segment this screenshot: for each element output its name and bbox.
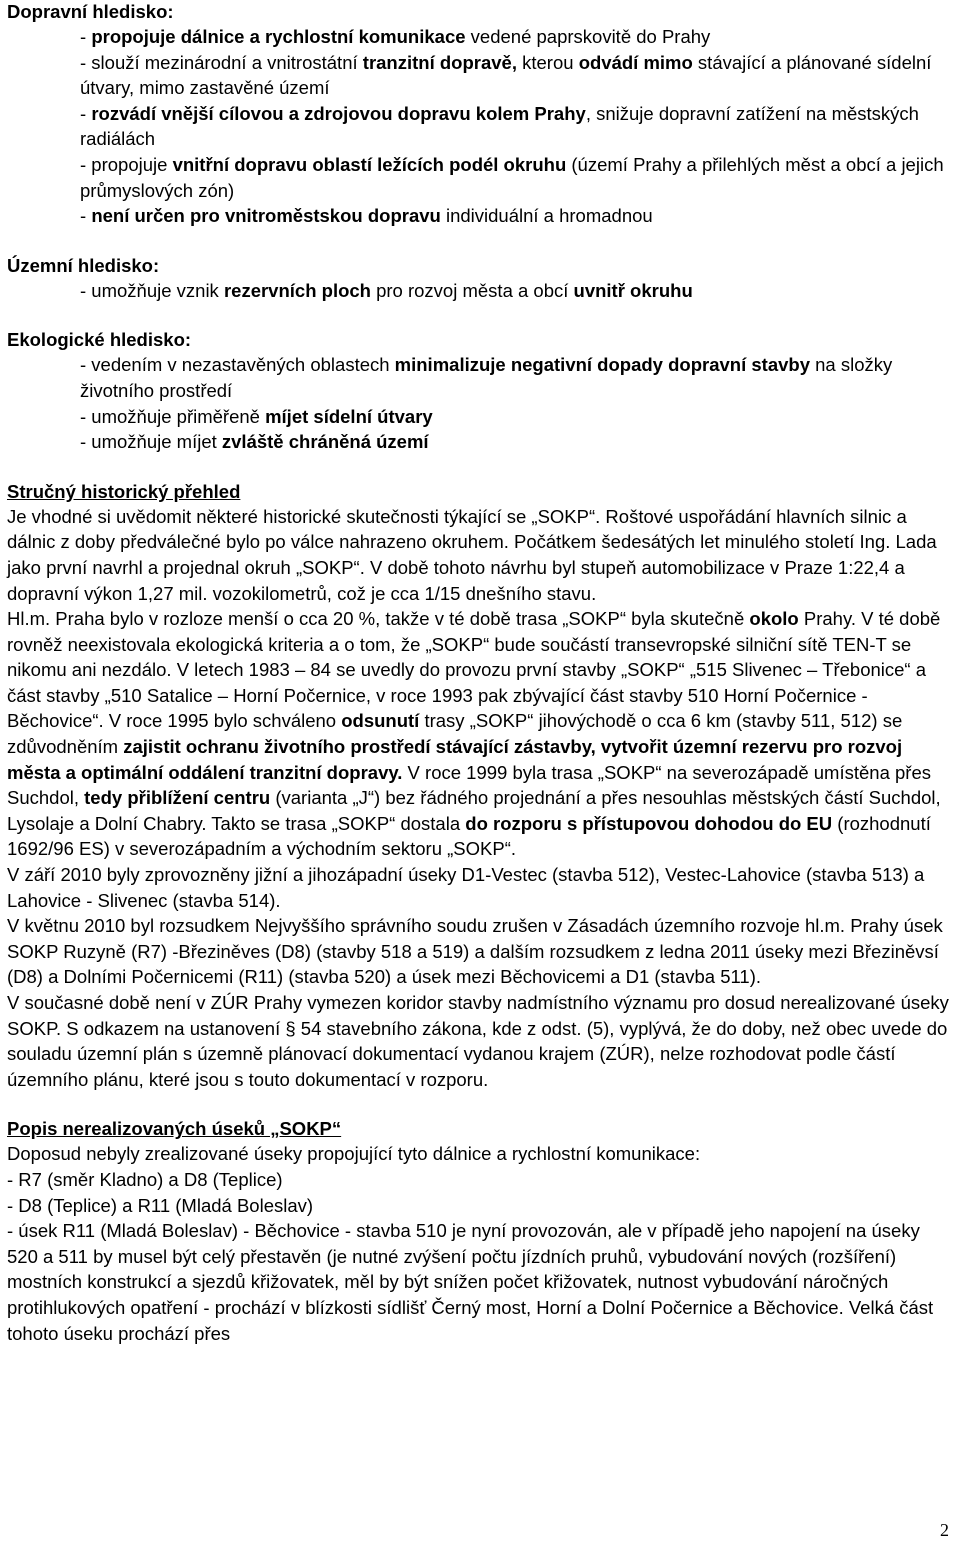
section-heading: Dopravní hledisko: bbox=[7, 1, 174, 22]
section-doprava bbox=[7, 0, 955, 229]
section-heading: Popis nerealizovaných úseků „SOKP“ bbox=[7, 1118, 342, 1140]
list-item: - R7 (směr Kladno) a D8 (Teplice) bbox=[7, 1168, 283, 1190]
section-heading: Územní hledisko: bbox=[7, 254, 160, 276]
emphasis-text: propojuje dálnice a rychlostní komunikace bbox=[91, 26, 466, 47]
emphasis-text: rezervních ploch bbox=[223, 279, 371, 301]
emphasis-text: zvláště chráněná území bbox=[221, 431, 429, 453]
emphasis-text: tedy přiblížení centru bbox=[84, 787, 271, 809]
section-popis bbox=[7, 1117, 955, 1346]
section-uzemi bbox=[7, 254, 955, 304]
emphasis-text: okolo bbox=[749, 608, 799, 630]
list-item: - D8 (Teplice) a R11 (Mladá Boleslav) bbox=[7, 1194, 314, 1216]
bullet-item: - umožňuje přiměřeně míjet sídelní útvary bbox=[80, 405, 433, 427]
emphasis-text: minimalizuje negativní dopady dopravní stavby bbox=[394, 354, 810, 376]
emphasis-text: uvnitř okruhu bbox=[573, 279, 693, 301]
emphasis-text: rozvádí vnější cílovou a zdrojovou dopravu kolem Prahy bbox=[91, 102, 586, 124]
emphasis-text: zajistit ochranu životního prostředí stávající zástavby, vytvořit územní rezervu pro rozvoj města a optimální oddálení tranzitní dopravy. bbox=[7, 736, 903, 783]
paragraph: V září 2010 byly zprovozněny jižní a jihozápadní úseky D1-Vestec (stavba 512), Vestec-Lahovice (stavba 513) a Lahovice - Slivenec (stavba 514). bbox=[7, 864, 925, 911]
bullet-item: - vedením v nezastavěných oblastech minimalizuje negativní dopady dopravní stavby na složky životního prostředí bbox=[80, 354, 893, 401]
emphasis-text: odsunutí bbox=[341, 710, 420, 732]
section-heading: Stručný historický přehled bbox=[7, 480, 241, 502]
bullet-item: - propojuje dálnice a rychlostní komunikace vedené paprskovitě do Prahy bbox=[80, 26, 711, 47]
bullet-list bbox=[7, 24, 955, 229]
emphasis-text: míjet sídelní útvary bbox=[265, 405, 433, 427]
paragraph: V květnu 2010 byl rozsudkem Nejvyššího správního soudu zrušen v Zásadách územního rozvoje hl.m. Prahy úsek SOKP Ruzyně (R7) -Březiněves (D8) (stavby 518 a 519) a dalším rozsudkem z ledna 2011 úseky mezi Březiněvsí (D8) a Dolními Počernicemi (R11) (stavba 520) a úsek mezi Běchovicemi a D1 (stavba 511). bbox=[7, 915, 943, 988]
emphasis-text: odvádí mimo bbox=[578, 51, 693, 73]
bullet-item: - umožňuje vznik rezervních ploch pro rozvoj města a obcí uvnitř okruhu bbox=[80, 279, 693, 301]
page-number: 2 bbox=[940, 1520, 949, 1540]
bullet-item: - není určen pro vnitroměstskou dopravu individuální a hromadnou bbox=[80, 205, 653, 227]
emphasis-text: do rozporu s přístupovou dohodou do EU bbox=[465, 812, 833, 834]
paragraph: V současné době není v ZÚR Prahy vymezen koridor stavby nadmístního významu pro dosud nerealizované úseky SOKP. S odkazem na ustanovení § 54 stavebního zákona, kde z odst. (5), vyplývá, že do doby, než obec uvede do souladu územní plán s územně plánovací dokumentací vydanou krajem (ZÚR), nelze rozhodovat podle částí územního plánu, které jsou s touto dokumentací v rozporu. bbox=[7, 992, 949, 1090]
bullet-item: - propojuje vnitřní dopravu oblastí ležících podél okruhu (území Prahy a přilehlých měst a obcí a jejich průmyslových zón) bbox=[80, 153, 944, 201]
paragraph: Je vhodné si uvědomit některé historické skutečnosti týkající se „SOKP“. Roštové uspořádání hlavních silnic a dálnic z doby předválečné bylo po válce nahrazeno okruhem. Počátkem šedesátých let minulého století Ing. Lada jako první navrhl a projednal okruh „SOKP“. V době tohoto návrhu byl stupeň automobilizace v Praze 1:22,4 a dopravní výkon 1,27 mil. vozokilometrů, což je cca 1/15 dnešního stavu. bbox=[7, 505, 937, 604]
paragraph: Doposud nebyly zrealizované úseky propojující tyto dálnice a rychlostní komunikace: bbox=[7, 1143, 701, 1165]
bullet-item: - umožňuje míjet zvláště chráněná území bbox=[80, 431, 429, 453]
emphasis-text: tranzitní dopravě, bbox=[362, 51, 517, 73]
list-item: - úsek R11 (Mladá Boleslav) - Běchovice - stavba 510 je nyní provozován, ale v případě jeho napojení na úseky 520 a 511 by musel být celý přestavěn (je nutné zvýšení počtu jízdních pruhů, vybudování nových (rozšíření) mostních konstrukcí a sjezdů křižovatek, měl by být snížen počet křižovatek, nutnost vybudování náročných protihlukových opatření - prochází v blízkosti sídlišť Černý most, Horní a Dolní Počernice a Běchovice. Velká část tohoto úseku prochází přes bbox=[7, 1220, 934, 1344]
emphasis-text: vnitřní dopravu oblastí ležících podél okruhu bbox=[172, 153, 567, 175]
section-heading: Ekologické hledisko: bbox=[7, 329, 192, 351]
emphasis-text: není určen pro vnitroměstskou dopravu bbox=[91, 205, 441, 227]
document-page bbox=[7, 0, 955, 1346]
section-ekologie bbox=[7, 328, 955, 454]
section-historie bbox=[7, 480, 955, 1093]
bullet-item: - rozvádí vnější cílovou a zdrojovou dopravu kolem Prahy, snižuje dopravní zatížení na městských radiálách bbox=[80, 102, 919, 150]
paragraph: Hl.m. Praha bylo v rozloze menší o cca 20 %, takže v té době trasa „SOKP“ byla skutečně okolo Prahy. V té době rovněž neexistovala ekologická kriteria a o tom, že „SOKP“ bude součástí transevropské silniční sítě TEN-T se nikomu ani nezdálo. V letech 1983 – 84 se uvedly do provozu první stavby „SOKP“ „515 Slivenec – Třebonice“ a část stavby „510 Satalice – Horní Počernice, v roce 1993 pak zbývající část stavby 510 Horní Počernice - Běchovice“. V roce 1995 bylo schváleno odsunutí trasy „SOKP“ jihovýchodě o cca 6 km (stavby 511, 512) se zdůvodněním zajistit ochranu životního prostředí stávající zástavby, vytvořit územní rezervu pro rozvoj města a optimální oddálení tranzitní dopravy. V roce 1999 byla trasa „SOKP“ na severozápadě umístěna přes Suchdol, tedy přiblížení centru (varianta „J“) bez řádného projednání a přes nesouhlas městských částí Suchdol, Lysolaje a Dolní Chabry. Takto se trasa „SOKP“ dostala do rozporu s přístupovou dohodou do EU (rozhodnutí 1692/96 ES) v severozápadním a východním sektoru „SOKP“. bbox=[7, 608, 941, 860]
bullet-item: - slouží mezinárodní a vnitrostátní tranzitní dopravě, kterou odvádí mimo stávající a plánované sídelní útvary, mimo zastavěné území bbox=[80, 51, 932, 99]
